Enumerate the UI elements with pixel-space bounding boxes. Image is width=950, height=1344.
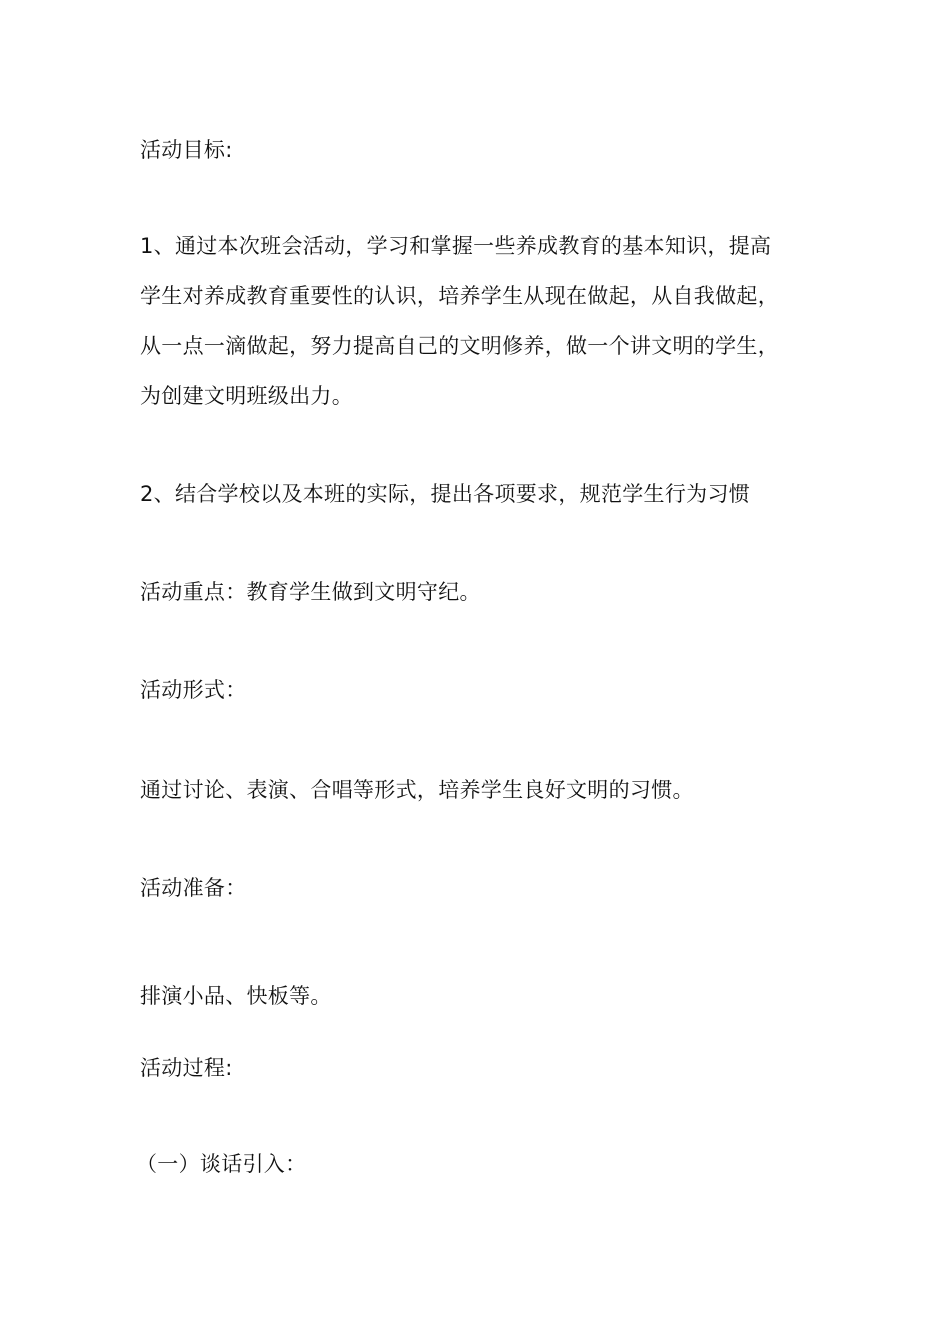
prep-text: 排演小品、快板等。 [140,984,332,1008]
goal-1-line-3: 从一点一滴做起，努力提高自己的文明修养，做一个讲文明的学生， [140,334,779,358]
activity-focus: 活动重点：教育学生做到文明守纪。 [140,580,481,604]
goal-2: 2、结合学校以及本班的实际，提出各项要求，规范学生行为习惯 [140,482,751,506]
process-heading: 活动过程: [140,1056,233,1080]
goal-1-line-1: 1、通过本次班会活动，学习和掌握一些养成教育的基本知识，提高 [140,234,772,258]
form-text: 通过讨论、表演、合唱等形式，培养学生良好文明的习惯。 [140,778,694,802]
section-1-heading: （一）谈话引入： [136,1152,307,1176]
goal-1-line-4: 为创建文明班级出力。 [140,384,353,408]
goal-1-line-2: 学生对养成教育重要性的认识，培养学生从现在做起，从自我做起， [140,284,779,308]
goal-heading: 活动目标: [140,138,233,162]
prep-heading: 活动准备： [140,876,247,900]
form-heading: 活动形式： [140,678,247,702]
